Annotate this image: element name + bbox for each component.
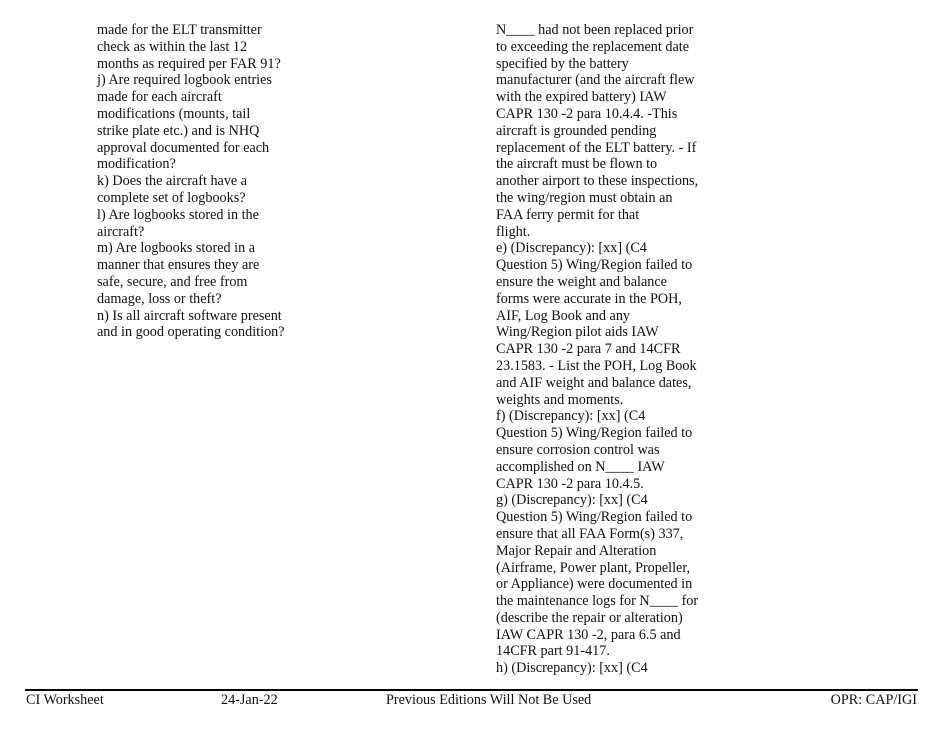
footer-divider [25, 689, 918, 691]
footer-opr: OPR: CAP/IGI [830, 692, 917, 708]
text-line: forms were accurate in the POH, [496, 290, 682, 307]
discrepancy-h: h) (Discrepancy): [xx] (C4 [496, 660, 648, 677]
text-line: specified by the battery [496, 55, 629, 72]
text-line: ensure corrosion control was [496, 441, 660, 458]
text-line: the wing/region must obtain an [496, 189, 673, 206]
text-line: safe, secure, and free from [97, 273, 248, 290]
text-line: modification? [97, 156, 176, 173]
question-k: k) Does the aircraft have a [97, 173, 248, 190]
text-line: made for each aircraft [97, 89, 222, 106]
text-line: approval documented for each [97, 139, 270, 156]
text-line: manner that ensures they are [97, 257, 260, 274]
text-line: made for the ELT transmitter [97, 22, 262, 38]
text-line: replacement of the ELT battery. - If [496, 139, 697, 156]
text-line: accomplished on N____ IAW [496, 458, 665, 475]
discrepancy-g: g) (Discrepancy): [xx] (C4 [496, 492, 648, 509]
text-line: (Airframe, Power plant, Propeller, [496, 559, 691, 576]
left-column [97, 22, 312, 341]
text-line: Question 5) Wing/Region failed to [496, 509, 693, 526]
question-j: j) Are required logbook entries [97, 72, 272, 89]
text-line: Major Repair and Alteration [496, 542, 657, 559]
text-line: ensure the weight and balance [496, 273, 667, 290]
text-line: CAPR 130 -2 para 10.4.5. [496, 475, 644, 492]
text-line: damage, loss or theft? [97, 290, 222, 307]
text-line: FAA ferry permit for that [496, 206, 640, 223]
text-line: Wing/Region pilot aids IAW [496, 324, 659, 341]
text-line: ensure that all FAA Form(s) 337, [496, 525, 684, 542]
text-line: Question 5) Wing/Region failed to [496, 257, 693, 274]
text-line: flight. [496, 223, 531, 240]
text-line: and AIF weight and balance dates, [496, 374, 692, 391]
text-line: complete set of logbooks? [97, 189, 246, 206]
right-column [496, 22, 711, 677]
text-line: and in good operating condition? [97, 324, 285, 341]
text-line: with the expired battery) IAW [496, 89, 667, 106]
footer-date: 24-Jan-22 [221, 692, 278, 708]
question-m: m) Are logbooks stored in a [97, 240, 256, 257]
text-line: months as required per FAR 91? [97, 55, 281, 72]
text-line: weights and moments. [496, 391, 624, 408]
text-line: AIF, Log Book and any [496, 307, 631, 324]
text-line: N____ had not been replaced prior [496, 22, 694, 38]
text-line: another airport to these inspections, [496, 173, 699, 190]
text-line: aircraft? [97, 223, 145, 240]
text-line: (describe the repair or alteration) [496, 609, 683, 626]
text-line: 14CFR part 91-417. [496, 643, 610, 660]
text-line: to exceeding the replacement date [496, 38, 690, 55]
footer-form-name: CI Worksheet [26, 692, 104, 708]
text-line: Question 5) Wing/Region failed to [496, 425, 693, 442]
text-line: CAPR 130 -2 para 7 and 14CFR [496, 341, 681, 358]
text-line: CAPR 130 -2 para 10.4.4. -This [496, 105, 678, 122]
question-l: l) Are logbooks stored in the [97, 206, 259, 223]
text-line: the aircraft must be flown to [496, 156, 658, 173]
footer-notice: Previous Editions Will Not Be Used [386, 692, 592, 708]
text-line: IAW CAPR 130 -2, para 6.5 and [496, 626, 681, 643]
text-line: check as within the last 12 [97, 38, 248, 55]
discrepancy-f: f) (Discrepancy): [xx] (C4 [496, 408, 646, 425]
text-line: or Appliance) were documented in [496, 576, 693, 593]
text-line: aircraft is grounded pending [496, 122, 657, 139]
text-line: manufacturer (and the aircraft flew [496, 72, 695, 89]
text-line: strike plate etc.) and is NHQ [97, 122, 260, 139]
discrepancy-e: e) (Discrepancy): [xx] (C4 [496, 240, 647, 257]
text-line: modifications (mounts, tail [97, 105, 251, 122]
text-line: 23.1583. - List the POH, Log Book [496, 357, 697, 374]
question-n: n) Is all aircraft software present [97, 307, 282, 324]
text-line: the maintenance logs for N____ for [496, 593, 699, 610]
